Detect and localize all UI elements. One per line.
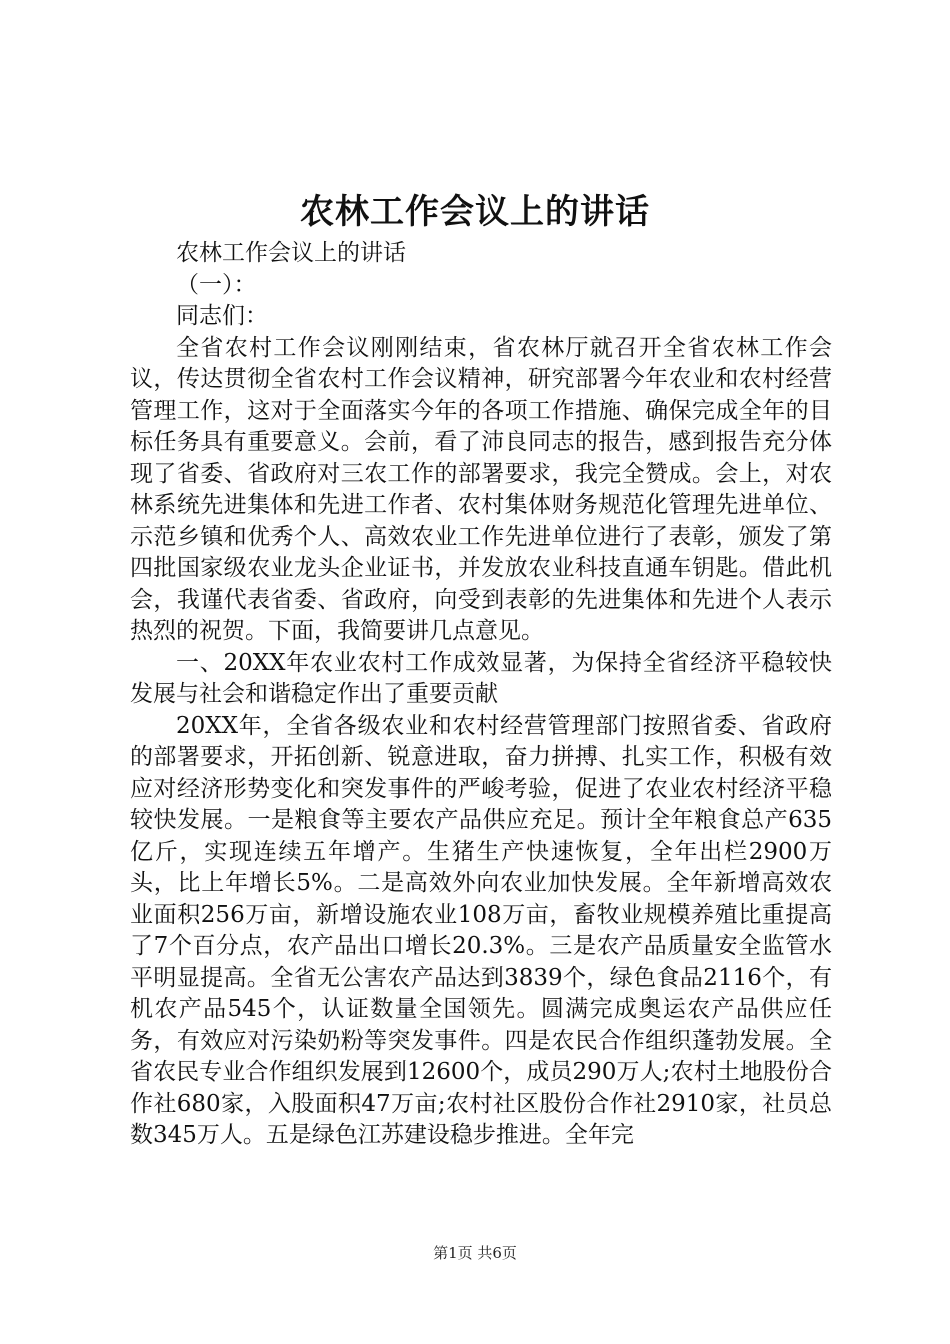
page-footer: 第1页 共6页 (433, 1244, 517, 1262)
paragraph-section-marker: （一）： (176, 271, 257, 298)
paragraph-heading-one: 一、20XX年农业农村工作成效显著，为保持全省经济平稳较快发展与社会和谐稳定作出了重要贡献 (130, 649, 832, 707)
paragraph-subtitle: 农林工作会议上的讲话 (176, 240, 406, 266)
paragraph-achievements: 20XX年，全省各级农业和农村经营管理部门按照省委、省政府的部署要求，开拓创新、锐意进取，奋力拼搏、扎实工作，积极有效应对经济形势变化和突发事件的严峻考验，促进了农业农村经济平稳较快发展。一是粮食等主要农产品供应充足。预计全年粮食总产635亿斤，实现连续五年增产。生猪生产快速恢复，全年出栏2900万头，比上年增长5%。二是高效外向农业加快发展。全年新增高效农业面积256万亩，新增设施农业108万亩，畜牧业规模养殖比重提高了7个百分点，农产品出口增长20.3%。三是农产品质量安全监管水平明显提高。全省无公害农产品达到3839个，绿色食品2116个，有机农产品545个，认证数量全国领先。圆满完成奥运农产品供应任务，有效应对污染奶粉等突发事件。四是农民合作组织蓬勃发展。全省农民专业合作组织发展到12600个，成员290万人;农村土地股份合作社680家，入股面积47万亩;农村社区股份合作社2910家，社员总数345万人。五是绿色江苏建设稳步推进。全年完 (130, 712, 832, 1148)
document-title: 农林工作会议上的讲话 (300, 192, 650, 232)
paragraph-intro: 全省农村工作会议刚刚结束，省农林厅就召开全省农林工作会议，传达贯彻全省农村工作会议精神，研究部署今年农业和农村经营管理工作，这对于全面落实今年的各项工作措施、确保完成全年的目标任务具有重要意义。会前，看了沛良同志的报告，感到报告充分体现了省委、省政府对三农工作的部署要求，我完全赞成。会上，对农林系统先进集体和先进工作者、农村集体财务规范化管理先进单位、示范乡镇和优秀个人、高效农业工作先进单位进行了表彰，颁发了第四批国家级农业龙头企业证书，并发放农业科技直通车钥匙。借此机会，我谨代表省委、省政府，向受到表彰的先进集体和先进个人表示热烈的祝贺。下面，我简要讲几点意见。 (130, 334, 832, 644)
document-body (130, 238, 832, 1152)
paragraph-salutation: 同志们： (176, 303, 268, 329)
